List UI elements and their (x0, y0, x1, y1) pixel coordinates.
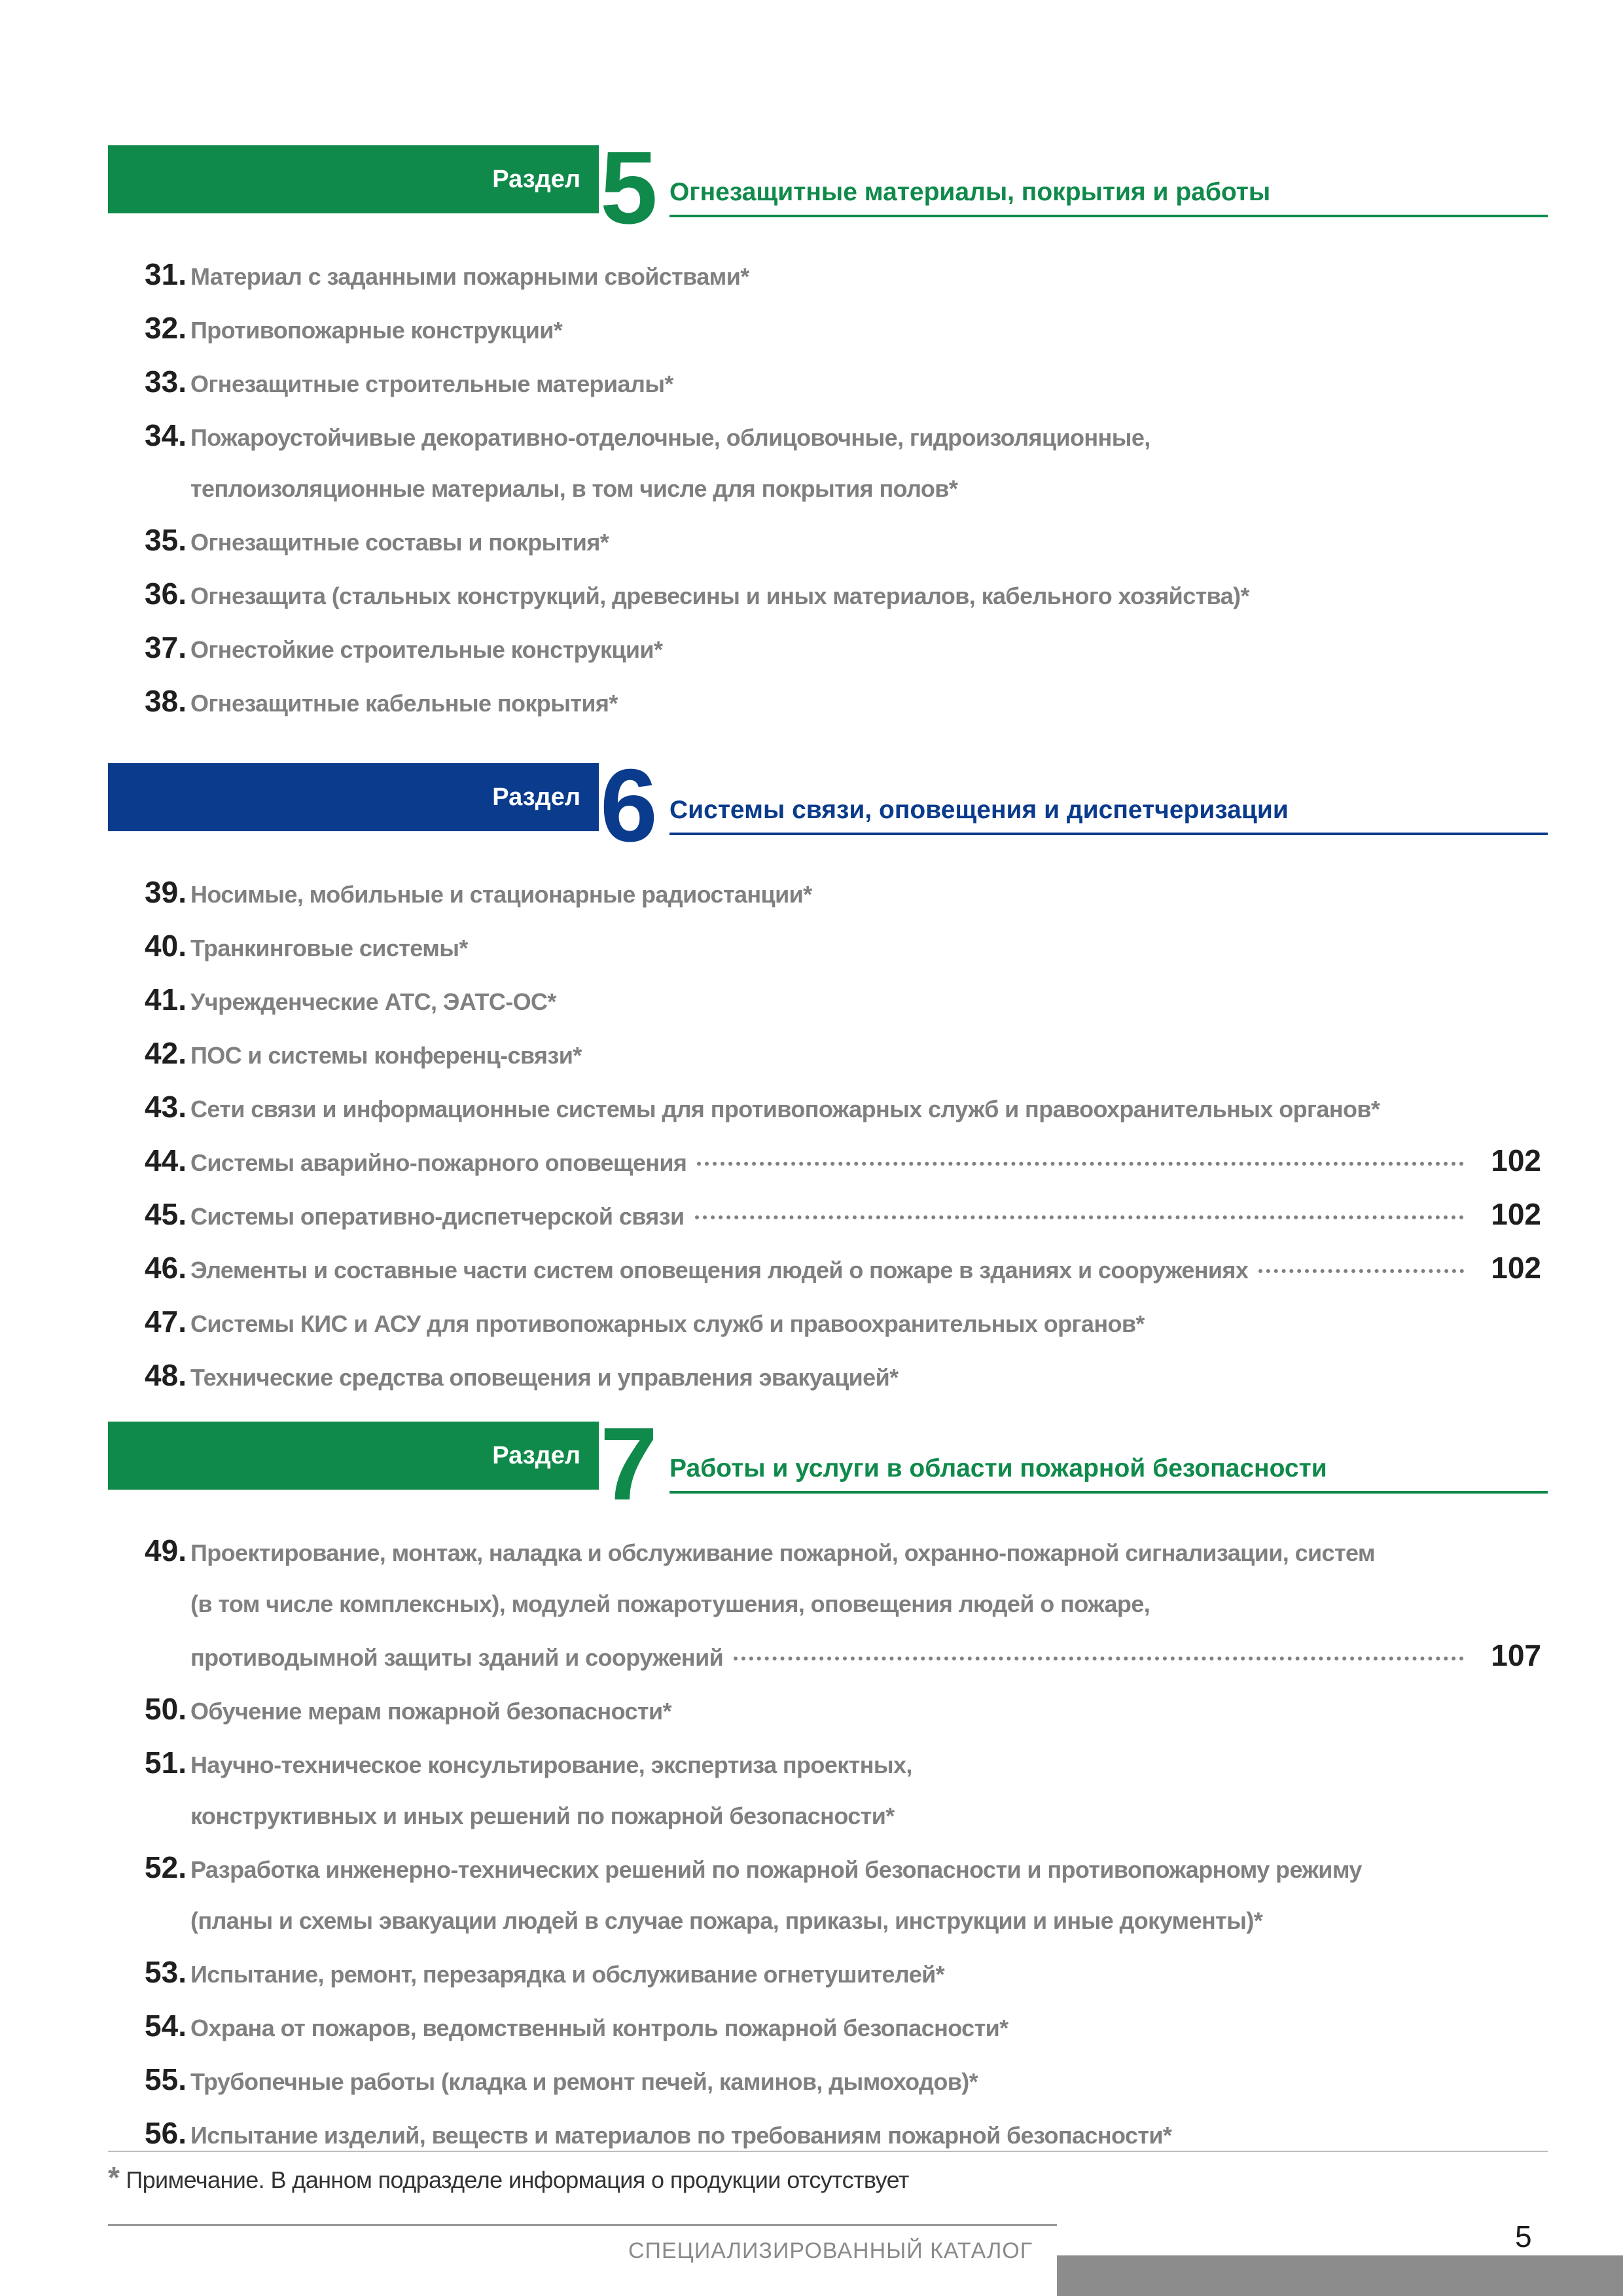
item-text: Огнезащитные составы и покрытия* (190, 529, 609, 556)
section-label: Раздел (492, 1441, 580, 1469)
list-item (108, 1135, 1548, 1189)
list-item (108, 302, 1548, 356)
item-text-wrap (190, 517, 1548, 568)
item-text-wrap (190, 2003, 1548, 2054)
list-item (108, 867, 1548, 920)
item-text-wrap (190, 1630, 1548, 1683)
item-text: Противопожарные конструкции* (190, 317, 563, 344)
list-item (108, 568, 1548, 622)
section-items (108, 867, 1548, 1403)
item-number: 44. (145, 1143, 187, 1177)
list-item-continuation (108, 1630, 1548, 1683)
item-text: Огнезащита (стальных конструкций, древесины и иных материалов, кабельного хозяйства)* (190, 583, 1249, 609)
section-5 (108, 130, 1548, 729)
item-text-wrap (190, 251, 1548, 302)
item-number: 42. (145, 1036, 187, 1070)
item-number: 54. (145, 2009, 187, 2043)
item-number: 53. (145, 1955, 187, 1989)
list-item (108, 622, 1548, 675)
item-number: 40. (145, 929, 187, 963)
section-bar (108, 1422, 599, 1490)
item-number: 32. (145, 311, 187, 345)
item-number: 56. (145, 2116, 187, 2150)
dot-leader (695, 1215, 1464, 1219)
list-item (108, 1081, 1548, 1135)
item-text: Испытание изделий, веществ и материалов по требованиям пожарной безопасности* (190, 2122, 1172, 2149)
section-number: 7 (600, 1407, 658, 1522)
item-text-wrap (190, 1084, 1548, 1135)
item-number: 34. (145, 418, 187, 452)
item-text-wrap (190, 678, 1548, 729)
item-number: 48. (145, 1358, 187, 1392)
item-text: конструктивных и иных решений по пожарной безопасности* (190, 1803, 895, 1829)
item-text-wrap (190, 1299, 1548, 1350)
section-bar (108, 145, 599, 213)
item-text-wrap (190, 2056, 1548, 2108)
item-text-wrap (190, 1352, 1548, 1403)
list-item (108, 2108, 1548, 2161)
section-bar (108, 763, 599, 831)
dot-leader (734, 1657, 1464, 1660)
item-text-wrap (190, 1135, 1548, 1189)
section-title: Системы связи, оповещения и диспетчеризации (669, 796, 1289, 824)
item-text-wrap (190, 1579, 1548, 1630)
asterisk-icon: * (108, 2161, 120, 2195)
item-text-wrap (190, 1189, 1548, 1242)
item-text: Научно-техническое консультирование, экспертиза проектных, (190, 1751, 912, 1778)
item-page-number: 102 (1491, 1143, 1541, 1177)
item-page-number: 102 (1491, 1251, 1541, 1285)
section-header (108, 130, 1548, 245)
item-text: Разработка инженерно-технических решений по пожарной безопасности и противопожарному режиму (190, 1856, 1362, 1883)
item-number: 50. (145, 1692, 187, 1726)
item-text-wrap (190, 624, 1548, 675)
catalog-title: СПЕЦИАЛИЗИРОВАННЫЙ КАТАЛОГ (628, 2238, 1033, 2263)
item-text-wrap (190, 571, 1548, 622)
list-item (108, 1525, 1548, 1579)
list-item (108, 675, 1548, 729)
item-number: 45. (145, 1197, 187, 1231)
item-number: 51. (145, 1746, 187, 1780)
item-text-wrap (190, 412, 1548, 463)
item-text: Системы КИС и АСУ для противопожарных служб и правоохранительных органов* (190, 1310, 1145, 1337)
section-label: Раздел (492, 165, 580, 193)
item-number: 33. (145, 365, 187, 399)
item-text-wrap (190, 305, 1548, 356)
list-item-continuation (108, 463, 1548, 514)
list-item (108, 974, 1548, 1028)
item-text-wrap (190, 1686, 1548, 1737)
item-number: 46. (145, 1251, 187, 1285)
footnote-text: Примечание. В данном подразделе информация о продукции отсутствует (126, 2166, 909, 2193)
list-item (108, 1737, 1548, 1791)
list-item (108, 1189, 1548, 1242)
list-item (108, 1242, 1548, 1296)
item-number: 52. (145, 1850, 187, 1884)
item-number: 37. (145, 630, 187, 664)
item-text: Огнезащитные кабельные покрытия* (190, 690, 618, 717)
item-text-wrap (190, 1528, 1548, 1579)
item-text-wrap (190, 869, 1548, 920)
item-text: Проектирование, монтаж, наладка и обслуживание пожарной, охранно-пожарной сигнализации, систем (190, 1539, 1375, 1566)
item-text-wrap (190, 923, 1548, 974)
item-text-wrap (190, 359, 1548, 410)
section-header (108, 748, 1548, 863)
item-text: (планы и схемы эвакуации людей в случае пожара, приказы, инструкции и иные документы)* (190, 1907, 1263, 1934)
dot-leader (1258, 1269, 1464, 1273)
item-text: Технические средства оповещения и управления эвакуацией* (190, 1364, 899, 1391)
item-text: Системы аварийно-пожарного оповещения (190, 1149, 687, 1176)
item-number: 47. (145, 1304, 187, 1338)
item-text: (в том числе комплексных), модулей пожаротушения, оповещения людей о пожаре, (190, 1590, 1150, 1617)
item-text: Трубопечные работы (кладка и ремонт печей, каминов, дымоходов)* (190, 2068, 978, 2095)
section-underline (669, 833, 1548, 835)
list-item (108, 2054, 1548, 2108)
list-item-continuation (108, 1579, 1548, 1630)
item-text: Транкинговые системы* (190, 935, 468, 961)
item-number: 39. (145, 875, 187, 909)
item-text-wrap (190, 1740, 1548, 1791)
section-underline (669, 215, 1548, 217)
item-text: Сети связи и информационные системы для противопожарных служб и правоохранительных органов* (190, 1096, 1380, 1122)
page-number: 5 (1515, 2219, 1532, 2253)
item-number: 55. (145, 2062, 187, 2096)
section-number: 5 (600, 130, 658, 245)
list-item (108, 514, 1548, 568)
item-number: 36. (145, 577, 187, 611)
item-number: 35. (145, 523, 187, 557)
item-page-number: 102 (1491, 1197, 1541, 1231)
section-label: Раздел (492, 783, 580, 811)
item-text: Обучение мерам пожарной безопасности* (190, 1698, 671, 1725)
footer-divider (108, 2224, 1057, 2226)
item-text: Элементы и составные части систем оповещения людей о пожаре в зданиях и сооружениях (190, 1257, 1249, 1283)
item-page-number: 107 (1491, 1638, 1541, 1672)
item-text: Системы оперативно-диспетчерской связи (190, 1203, 685, 1230)
item-text: теплоизоляционные материалы, в том числе для покрытия полов* (190, 475, 958, 502)
item-text: Испытание, ремонт, перезарядка и обслуживание огнетушителей* (190, 1961, 945, 1988)
item-text-wrap (190, 1242, 1548, 1296)
section-underline (669, 1491, 1548, 1494)
list-item (108, 920, 1548, 974)
section-7 (108, 1407, 1548, 2161)
section-title: Огнезащитные материалы, покрытия и работы (669, 178, 1271, 206)
item-text: Учрежденческие АТС, ЭАТС-ОС* (190, 988, 556, 1015)
item-text: Охрана от пожаров, ведомственный контроль пожарной безопасности* (190, 2015, 1008, 2041)
section-title: Работы и услуги в области пожарной безопасности (669, 1454, 1327, 1482)
item-text-wrap (190, 1791, 1548, 1842)
item-number: 31. (145, 257, 187, 291)
item-text-wrap (190, 463, 1548, 514)
list-item (108, 356, 1548, 410)
list-item (108, 2000, 1548, 2054)
item-number: 49. (145, 1534, 187, 1568)
item-text-wrap (190, 2110, 1548, 2161)
item-text: Материал с заданными пожарными свойствами* (190, 263, 749, 290)
item-text-wrap (190, 1949, 1548, 2000)
item-number: 43. (145, 1090, 187, 1124)
section-6 (108, 748, 1548, 1403)
list-item (108, 410, 1548, 463)
item-text: Носимые, мобильные и стационарные радиостанции* (190, 881, 812, 908)
footer-gray-block (1057, 2255, 1623, 2296)
list-item (108, 1946, 1548, 2000)
list-item (108, 1296, 1548, 1350)
section-items (108, 1525, 1548, 2161)
section-header (108, 1407, 1548, 1522)
item-number: 41. (145, 982, 187, 1016)
item-text-wrap (190, 1844, 1548, 1895)
item-text-wrap (190, 1895, 1548, 1946)
footnote-divider (108, 2151, 1548, 2152)
item-text: Огнезащитные строительные материалы* (190, 370, 673, 397)
item-text: ПОС и системы конференц-связи* (190, 1042, 582, 1069)
item-text: Пожароустойчивые декоративно-отделочные, облицовочные, гидроизоляционные, (190, 424, 1150, 451)
item-number: 38. (145, 684, 187, 718)
list-item-continuation (108, 1791, 1548, 1842)
list-item (108, 1842, 1548, 1895)
list-item (108, 1028, 1548, 1081)
list-item (108, 249, 1548, 302)
list-item (108, 1350, 1548, 1403)
section-items (108, 249, 1548, 729)
list-item-continuation (108, 1895, 1548, 1946)
item-text: Огнестойкие строительные конструкции* (190, 636, 663, 663)
list-item (108, 1683, 1548, 1737)
item-text: противодымной защиты зданий и сооружений (190, 1644, 724, 1671)
dot-leader (697, 1162, 1464, 1166)
section-number: 6 (600, 748, 658, 863)
footnote (108, 2160, 909, 2195)
item-text-wrap (190, 977, 1548, 1028)
item-text-wrap (190, 1030, 1548, 1081)
